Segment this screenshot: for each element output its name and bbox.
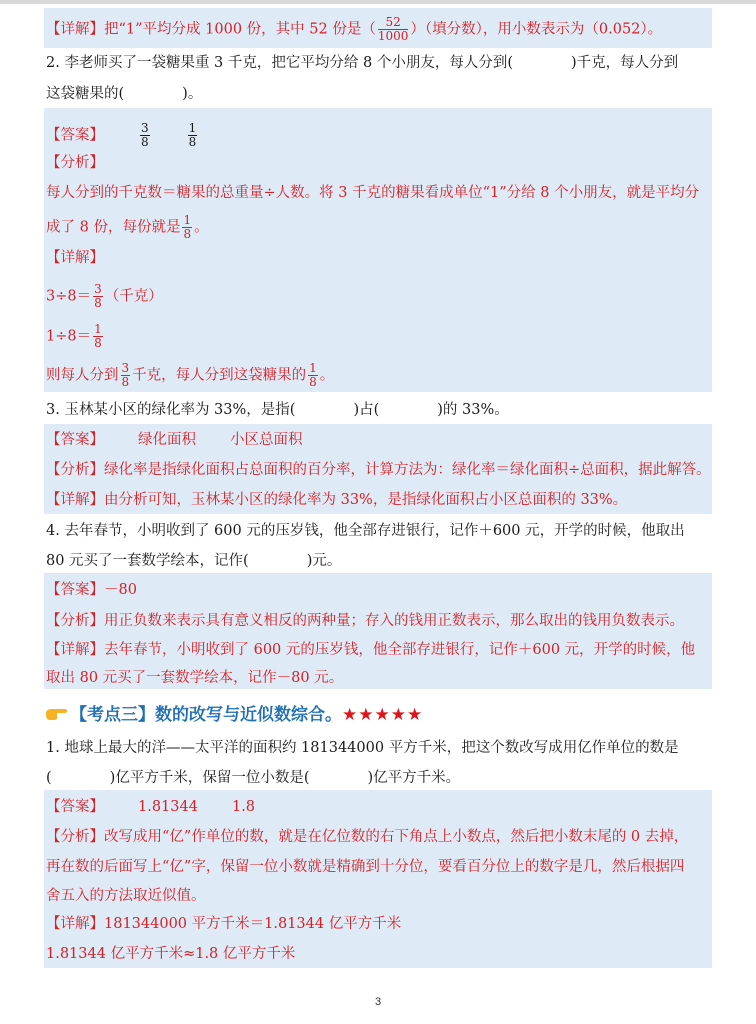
pointing-hand-icon — [44, 706, 68, 722]
q2-detail-label: 【详解】 — [46, 250, 104, 266]
q3-answer-line: 【答案】 绿化面积 小区总面积 — [46, 432, 303, 448]
q3-detail-line: 【详解】由分析可知，玉林某小区的绿化率为 33%，是指绿化面积占小区总面积的 33%。 — [46, 492, 628, 508]
q1-detail-text-b: ）（填分数），用小数表示为（0.052）。 — [410, 21, 663, 38]
q4-detail-line2: 取出 80 元买了一套数学绘本，记作－80 元。 — [46, 670, 344, 686]
q1-detail-line — [46, 16, 662, 43]
q4-analysis-line: 【分析】用正负数来表示具有意义相反的两种量；存入的钱用正数表示，那么取出的钱用负数表示。 — [46, 613, 684, 629]
section-heading — [44, 700, 423, 725]
fraction-1-8: $\frac{1}{8}$ — [183, 213, 192, 241]
q4-answer: －80 — [104, 582, 137, 598]
q2-analysis-line2: 成了 8 份，每份就是 $\frac{1}{8}$ 。 — [46, 213, 209, 241]
fraction-1-8: $\frac{1}{8}$ — [94, 322, 102, 350]
s3q1-analysis-line1: 【分析】改写成用“亿”作单位的数，就是在亿位数的右下角点上小数点，然后把小数末尾的 0 去掉， — [46, 829, 689, 845]
q2-question-line2: 这袋糖果的( )。 — [46, 86, 203, 102]
q4-question-line2: 80 元买了一套数学绘本，记作( )元。 — [46, 553, 342, 569]
detail-label: 【详解】 — [46, 21, 104, 38]
fraction-3-8: $\frac{3}{8}$ — [94, 282, 102, 310]
difficulty-stars: ★★★★★ — [342, 705, 424, 725]
q2-detail-conclusion: 则每人分到 $\frac{3}{8}$ 千克，每人分到这袋糖果的 $\frac{1}{8}$ 。 — [46, 361, 335, 389]
top-edge-bar — [0, 0, 756, 4]
fraction-1-8: $\frac{1}{8}$ — [188, 121, 197, 149]
fraction-1-8: $\frac{1}{8}$ — [309, 361, 317, 389]
q2-analysis-label: 【分析】 — [46, 155, 104, 171]
s3q1-analysis-line3: 舍五入的方法取近似值。 — [46, 888, 206, 904]
q2-question-line1: 2. 李老师买了一袋糖果重 3 千克，把它平均分给 8 个小朋友，每人分到( )千克，每人分到 — [46, 55, 679, 71]
page-number: 3 — [374, 996, 382, 1008]
q3-answer-1: 绿化面积 — [138, 432, 196, 448]
s3q1-detail-line2: 1.81344 亿平方千米≈1.8 亿平方千米 — [46, 946, 296, 962]
q3-answer-2: 小区总面积 — [230, 432, 303, 448]
q4-question-line1: 4. 去年春节，小明收到了 600 元的压岁钱，他全部存进银行，记作＋600 元，开学的时候，他取出 — [46, 523, 685, 539]
s3q1-question-line2: ( )亿平方千米，保留一位小数是( )亿平方千米。 — [46, 770, 461, 786]
q2-detail-eq2: 1÷8＝ $\frac{1}{8}$ — [46, 322, 102, 350]
q2-detail-eq1: 3÷8＝ $\frac{3}{8}$ （千克） — [46, 282, 163, 310]
fraction-3-8: $\frac{3}{8}$ — [121, 361, 130, 389]
s3q1-detail-line1: 【详解】181344000 平方千米＝1.81344 亿平方千米 — [46, 916, 402, 932]
s3q1-analysis-line2: 再在数的后面写上“亿”字，保留一位小数就是精确到十分位，要看百分位上的数字是几，然后根据四 — [46, 859, 685, 875]
answer-label: 【答案】 — [46, 127, 104, 144]
q1-detail-text-a: 把“1”平均分成 1000 份，其中 52 份是（ — [104, 21, 376, 38]
q3-question-line: 3. 玉林某小区的绿化率为 33%，是指( )占( )的 33%。 — [46, 402, 509, 418]
s3q1-answer-2: 1.8 — [231, 799, 256, 815]
q4-answer-line: 【答案】－80 — [46, 582, 137, 598]
q2-answer-line — [46, 122, 199, 149]
section-title: 【考点三】数的改写与近似数综合。 — [70, 705, 342, 725]
q2-analysis-line1: 每人分到的千克数＝糖果的总重量÷人数。将 3 千克的糖果看成单位“1”分给 8 个小朋友，就是平均分 — [46, 185, 700, 201]
s3q1-question-line1: 1. 地球上最大的洋——太平洋的面积约 181344000 平方千米，把这个数改写成用亿作单位的数是 — [46, 740, 679, 756]
s3q1-answer-1: 1.81344 — [138, 799, 198, 815]
q2-solution-block — [44, 108, 712, 392]
fraction-52-1000: $\frac{52}{1000}$ — [377, 15, 409, 43]
fraction-3-8: $\frac{3}{8}$ — [141, 121, 149, 149]
q3-analysis-line: 【分析】绿化率是指绿化面积占总面积的百分率，计算方法为：绿化率＝绿化面积÷总面积，据此解答。 — [46, 462, 711, 478]
s3q1-answer-line: 【答案】 1.81344 1.8 — [46, 799, 256, 815]
q4-detail-line1: 【详解】去年春节，小明收到了 600 元的压岁钱，他全部存进银行，记作＋600 元，开学的时候，他 — [46, 642, 696, 658]
